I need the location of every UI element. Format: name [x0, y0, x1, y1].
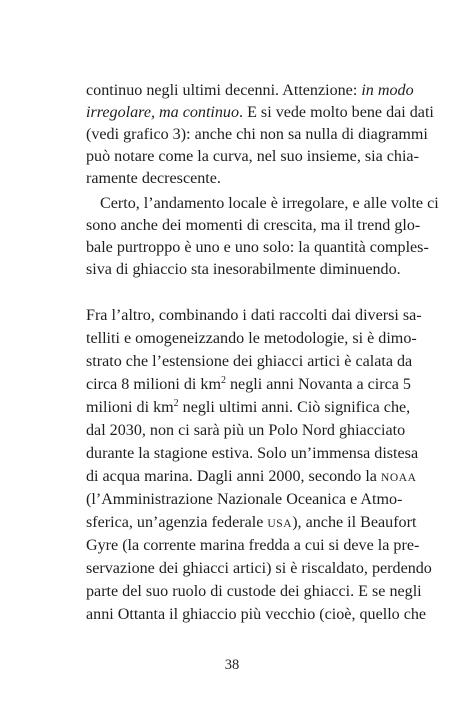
text-line: anni Ottanta il ghiaccio più vecchio (cioè, quello che — [86, 606, 427, 623]
text-line — [86, 512, 417, 535]
small-caps-acronym: USA — [267, 518, 293, 530]
text-line — [86, 466, 417, 489]
italic-text: irregolare, ma continuo — [86, 104, 240, 121]
text-line: ramente decrescente. — [86, 170, 221, 187]
text-span: continuo negli ultimi decenni. Attenzione: — [86, 82, 362, 99]
text-line: siva di ghiaccio sta inesorabilmente diminuendo. — [86, 261, 401, 278]
text-span: milioni di km — [86, 399, 174, 416]
text-line: (l’Amministrazione Nazionale Oceanica e Atmo- — [86, 491, 403, 508]
text-line — [86, 397, 411, 419]
text-span: di acqua marina. Dagli anni 2000, secondo la — [86, 468, 381, 485]
small-caps-acronym: NOAA — [380, 472, 417, 484]
italic-text: in modo — [361, 82, 414, 99]
text-line: dal 2030, non ci sarà più un Polo Nord ghiacciato — [86, 422, 406, 439]
text-span: negli ultimi anni. Ciò significa che, — [178, 399, 411, 416]
superscript: 2 — [173, 398, 179, 409]
text-span: . E si vede molto bene dai dati — [239, 104, 434, 121]
text-line: Fra l’altro, combinando i dati raccolti dai diversi sa- — [86, 307, 422, 324]
page-number: 38 — [224, 657, 240, 673]
text-span: sferica, un’agenzia federale — [86, 514, 268, 531]
superscript: 2 — [220, 375, 226, 386]
text-span: circa 8 milioni di km — [86, 376, 221, 393]
text-line: durante la stagione estiva. Solo un’immensa distesa — [86, 445, 419, 462]
text-line — [86, 374, 411, 396]
text-line: Certo, l’andamento locale è irregolare, e alle volte ci — [100, 195, 439, 212]
text-line — [86, 102, 434, 124]
text-span: ), anche il Beaufort — [292, 514, 417, 531]
text-line: (vedi grafico 3): anche chi non sa nulla di diagrammi — [86, 126, 428, 143]
text-line: sono anche dei momenti di crescita, ma il trend glo- — [86, 217, 421, 234]
text-line: Gyre (la corrente marina fredda a cui si deve la pre- — [86, 537, 420, 554]
text-line: telliti e omogeneizzando le metodologie, si è dimo- — [86, 330, 417, 347]
text-span: negli anni Novanta a circa 5 — [225, 376, 411, 393]
text-line: parte del suo ruolo di custode dei ghiacci. E se negli — [86, 583, 422, 600]
text-line: strato che l’estensione dei ghiacci artici è calata da — [86, 353, 413, 370]
text-line: servazione dei ghiacci artici) si è riscaldato, perdendo — [86, 560, 432, 577]
text-line — [86, 80, 414, 102]
text-line: bale purtroppo è uno e uno solo: la quantità comples- — [86, 239, 429, 256]
text-line: può notare come la curva, nel suo insieme, sia chia- — [86, 148, 419, 165]
